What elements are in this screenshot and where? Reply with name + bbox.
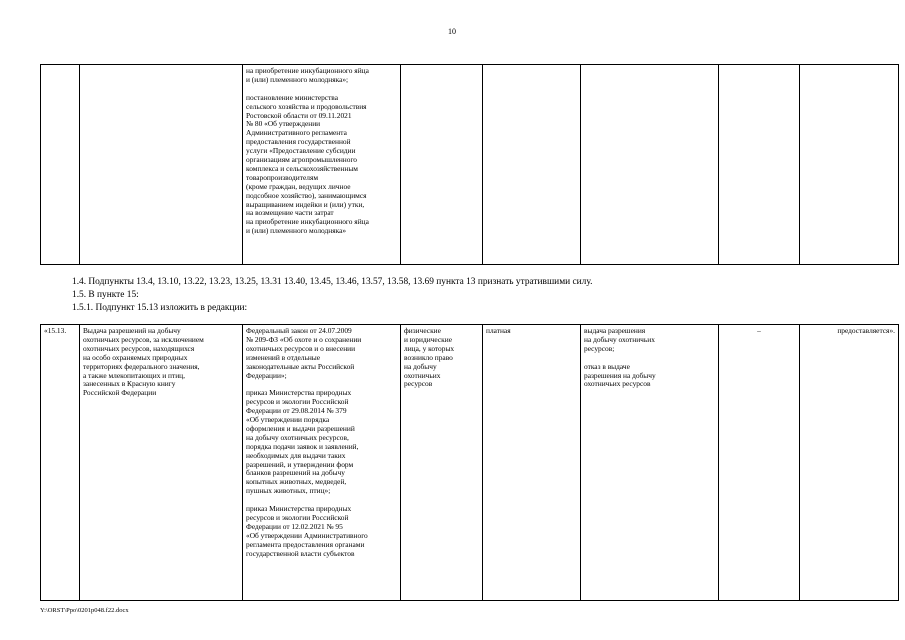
cell-result bbox=[581, 325, 719, 601]
applicants-text: физические и юридические лица, у которых возникло право на добычу охотничьих ресурсов bbox=[404, 326, 455, 389]
legal-act-text: постановление министерства сельского хозяйства и продовольствия Ростовской области от 09.11.2021 № 80 «Об утверждении Административного регламента предоставления государственной услуги «Предоставление субсидии организациям агропромышленного комплекса и сельскохозяйственным товаропроизводителям (кроме граждан, ведущих личное подсобное хозяйство), занимающимся выращиванием индейки и (или) утки, на возмещение части затрат на приобретение инкубационного яйца и (или) племенного молодняка» bbox=[246, 92, 369, 236]
cell-applicants bbox=[401, 65, 483, 265]
cell-col8 bbox=[800, 65, 899, 265]
page-number: 10 bbox=[448, 27, 456, 36]
footer-file-path: Y:\ORST\Ppo\0201p048.f22.docx bbox=[40, 607, 129, 614]
cell-number: «15.13. bbox=[41, 325, 80, 601]
service-name-text: Выдача разрешений на добычу охотничьих ресурсов, за исключением охотничьих ресурсов, находящихся на особо охраняемых природных территориях федерального значения, а также млекопитающих и птиц, занесенных в Красную книгу Российской Федерации bbox=[83, 326, 204, 398]
result-text: отказ в выдаче разрешения на добычу охотничьих ресурсов bbox=[584, 361, 656, 389]
table-continued bbox=[40, 64, 899, 265]
paragraph-1-4: 1.4. Подпункты 13.4, 13.10, 13.22, 13.23, 13.25, 13.31 13.40, 13.45, 13.46, 13.57, 13.58, 13.69 пункта 13 признать утратившими силу. bbox=[72, 277, 593, 287]
cell-service-name bbox=[80, 325, 243, 601]
cell-service-name bbox=[80, 65, 243, 265]
legal-act-text: на приобретение инкубационного яйца и (или) племенного молодняка»; bbox=[246, 66, 369, 84]
cell-payment: платная bbox=[483, 325, 581, 601]
cell-result bbox=[581, 65, 719, 265]
paragraph-1-5-1: 1.5.1. Подпункт 15.13 изложить в редакции: bbox=[72, 303, 248, 313]
cell-col7 bbox=[719, 65, 800, 265]
table-row bbox=[41, 65, 899, 265]
cell-number bbox=[41, 65, 80, 265]
paragraph-1-5: 1.5. В пункте 15: bbox=[72, 290, 139, 300]
cell-provided: предоставляется». bbox=[800, 325, 899, 601]
cell-legal-acts bbox=[243, 65, 401, 265]
table-item-15-13 bbox=[40, 324, 899, 601]
cell-applicants bbox=[401, 325, 483, 601]
cell-legal-acts bbox=[243, 325, 401, 601]
result-text: выдача разрешения на добычу охотничьих ресурсов; bbox=[584, 326, 655, 353]
table-row bbox=[41, 325, 899, 601]
legal-act-text: приказ Министерства природных ресурсов и экологии Российской Федерации от 29.08.2014 № 379 «Об утверждении порядка оформления и выдачи разрешений на добычу охотничьих ресурсов, порядка подачи заявок и заявлений, необходимых для выдачи таких разрешений, и утверждении форм бланков разрешений на добычу копытных животных, медведей, пушных животных, птиц»; bbox=[246, 388, 359, 496]
legal-act-text: Федеральный закон от 24.07.2009 № 209-ФЗ «Об охоте и о сохранении охотничьих ресурсов и о внесении изменений в отдельные законодательные акты Российской Федерации»; bbox=[246, 326, 362, 380]
legal-act-text: приказ Министерства природных ресурсов и экологии Российской Федерации от 12.02.2021 № 95 «Об утверждении Административного регламента предоставления органами государственной власти субъектов bbox=[246, 504, 368, 558]
cell-payment bbox=[483, 65, 581, 265]
cell-dash: – bbox=[719, 325, 800, 601]
